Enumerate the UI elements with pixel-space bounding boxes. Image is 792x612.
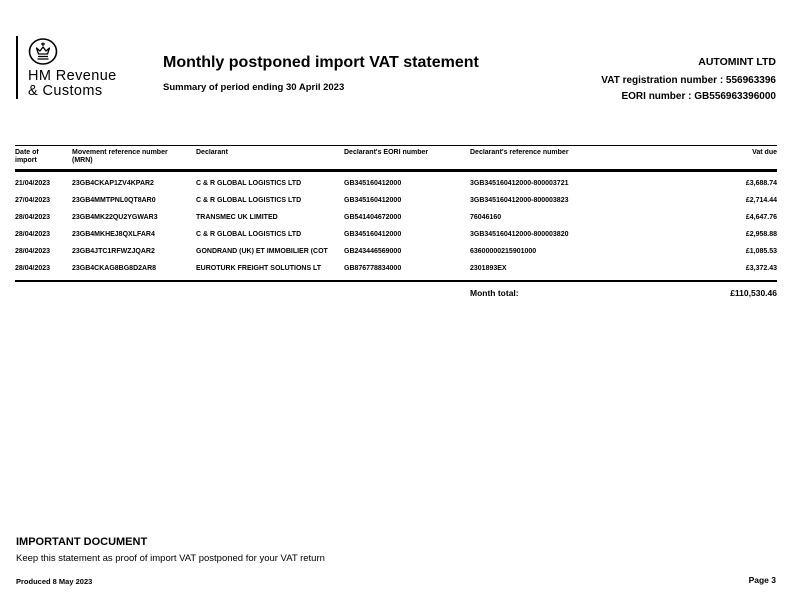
cell-declarant: EUROTURK FREIGHT SOLUTIONS LT <box>196 265 322 272</box>
company-name: AUTOMINT LTD <box>698 56 776 68</box>
cell-date-of-import: 21/04/2023 <box>15 180 51 187</box>
cell-vat-due: £3,688.74 <box>745 180 777 187</box>
cell-vat-due: £2,714.44 <box>745 197 777 204</box>
cell-declarant-eori: GB541404672000 <box>344 214 402 221</box>
column-header-declarant-eori: Declarant's EORI number <box>344 149 429 156</box>
table-header-row <box>15 145 777 172</box>
cell-declarant-reference: 3GB345160412000-800003823 <box>470 197 569 204</box>
cell-declarant-reference: 76046160 <box>470 214 502 221</box>
page-title: Monthly postponed import VAT statement <box>163 54 479 71</box>
cell-declarant-eori: GB345160412000 <box>344 180 402 187</box>
vat-registration-number: VAT registration number : 556963396 <box>601 75 776 86</box>
cell-date-of-import: 28/04/2023 <box>15 231 51 238</box>
cell-vat-due: £1,085.53 <box>745 248 777 255</box>
cell-mrn: 23GB4CKAG8BG8D2AR8 <box>72 265 157 272</box>
column-header-declarant-reference: Declarant's reference number <box>470 149 569 156</box>
cell-declarant-reference: 63600000215901000 <box>470 248 537 255</box>
hmrc-logo-text-line2: & Customs <box>28 83 103 99</box>
page-number: Page 3 <box>748 575 776 585</box>
cell-date-of-import: 28/04/2023 <box>15 265 51 272</box>
column-header-mrn: Movement reference number (MRN) <box>72 149 168 164</box>
cell-declarant: C & R GLOBAL LOGISTICS LTD <box>196 231 302 238</box>
column-header-vat-due: Vat due <box>752 149 777 156</box>
table-row <box>15 192 777 209</box>
cell-mrn: 23GB4MMTPNL0QT8AR0 <box>72 197 156 204</box>
column-header-declarant: Declarant <box>196 149 228 156</box>
cell-mrn: 23GB4MKHEJ8QXLFAR4 <box>72 231 155 238</box>
cell-date-of-import: 28/04/2023 <box>15 214 51 221</box>
cell-declarant-eori: GB345160412000 <box>344 231 402 238</box>
table-row <box>15 175 777 192</box>
table-row <box>15 209 777 226</box>
important-document-note: Keep this statement as proof of import VAT postponed for your VAT return <box>16 553 325 564</box>
month-total-row <box>15 280 777 298</box>
month-total-value: £110,530.46 <box>730 288 777 298</box>
hmrc-crown-icon <box>28 38 58 65</box>
table-body <box>15 172 777 277</box>
hmrc-logo <box>16 36 117 99</box>
cell-declarant-reference: 3GB345160412000-800003820 <box>470 231 569 238</box>
cell-declarant: C & R GLOBAL LOGISTICS LTD <box>196 180 302 187</box>
cell-mrn: 23GB4JTC1RFWZJQAR2 <box>72 248 155 255</box>
column-header-date-of-import: Date of import <box>15 149 39 164</box>
cell-declarant-reference: 3GB345160412000-800003721 <box>470 180 569 187</box>
table-row <box>15 243 777 260</box>
hmrc-logo-text-line1: HM Revenue <box>28 68 117 84</box>
cell-mrn: 23GB4CKAP1ZV4KPAR2 <box>72 180 154 187</box>
cell-date-of-import: 27/04/2023 <box>15 197 51 204</box>
cell-vat-due: £4,647.76 <box>745 214 777 221</box>
cell-vat-due: £2,958.88 <box>745 231 777 238</box>
important-document-heading: IMPORTANT DOCUMENT <box>16 536 148 548</box>
registration-details <box>601 56 776 105</box>
period-subtitle: Summary of period ending 30 April 2023 <box>163 82 345 93</box>
produced-date: Produced 8 May 2023 <box>16 577 93 586</box>
cell-declarant: GONDRAND (UK) ET IMMOBILIER (COT <box>196 248 328 255</box>
table-row <box>15 260 777 277</box>
cell-mrn: 23GB4MK22QU2YGWAR3 <box>72 214 158 221</box>
month-total-label: Month total: <box>470 288 519 298</box>
cell-date-of-import: 28/04/2023 <box>15 248 51 255</box>
cell-declarant-eori: GB243446569000 <box>344 248 402 255</box>
cell-declarant: C & R GLOBAL LOGISTICS LTD <box>196 197 302 204</box>
cell-declarant-reference: 2301893EX <box>470 265 507 272</box>
cell-declarant-eori: GB345160412000 <box>344 197 402 204</box>
import-vat-table <box>15 145 777 298</box>
eori-number: EORI number : GB556963396000 <box>621 91 776 102</box>
cell-declarant: TRANSMEC UK LIMITED <box>196 214 278 221</box>
cell-vat-due: £3,372.43 <box>745 265 777 272</box>
table-row <box>15 226 777 243</box>
cell-declarant-eori: GB876778834000 <box>344 265 402 272</box>
